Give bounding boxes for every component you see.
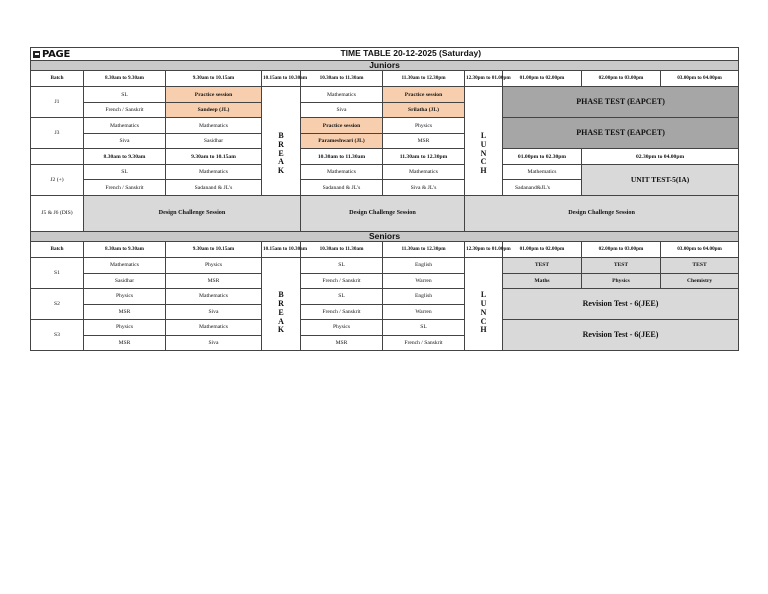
j5j6-row	[31, 195, 739, 231]
j1-slot4-teacher: Srilatha (JL)	[383, 102, 465, 118]
s1-row-teacher	[31, 273, 739, 289]
s2-slot4-subject: English	[383, 289, 465, 305]
batch-j2: J2 (+)	[31, 164, 84, 195]
j3-slot1-subject: Mathematics	[84, 118, 166, 134]
s2-slot1-teacher: MSR	[84, 304, 166, 320]
header-slot-1: 8.30am to 9.30am	[84, 71, 166, 87]
s1-slot4-subject: English	[383, 258, 465, 274]
header-slot-6: 02.00pm to 03.00pm	[582, 71, 661, 87]
s-header-break: 10.15am to 10.30am	[262, 242, 301, 258]
s1-slot4-teacher: Warren	[383, 273, 465, 289]
s-header-lunch: 12.30pm to 01.00pm	[465, 242, 503, 258]
s1-test-subject-1: Maths	[503, 273, 582, 289]
s3-slot4-subject: SL	[383, 320, 465, 336]
s3-slot2-teacher: Siva	[166, 335, 262, 351]
senior-break-column: B R E A K	[262, 258, 301, 351]
j2-unit-test: UNIT TEST-5(IA)	[582, 164, 739, 195]
j2-subheader-row	[31, 149, 739, 165]
s2-slot4-teacher: Warren	[383, 304, 465, 320]
subheader-slot-2: 9.30am to 10.15am	[166, 149, 262, 165]
title-row	[31, 48, 739, 61]
s-header-slot-6: 02.00pm to 03.00pm	[582, 242, 661, 258]
header-slot-5: 01.00pm to 02.00pm	[503, 71, 582, 87]
j3-slot2-subject: Mathematics	[166, 118, 262, 134]
j2-slot2-teacher: Sadanand & JL's	[166, 180, 262, 196]
s1-slot3-teacher: French / Sanskrit	[301, 273, 383, 289]
j2-slot4-subject: Mathematics	[383, 164, 465, 180]
s2-slot1-subject: Physics	[84, 289, 166, 305]
s2-slot3-teacher: French / Sanskrit	[301, 304, 383, 320]
s1-slot2-subject: Physics	[166, 258, 262, 274]
j1-slot1-subject: SL	[84, 87, 166, 103]
j3-slot1-teacher: Siva	[84, 133, 166, 149]
j1-slot2-teacher: Sandeep (JL)	[166, 102, 262, 118]
seniors-section-label: Seniors	[31, 231, 739, 241]
logo-icon	[33, 51, 40, 58]
s1-slot3-subject: SL	[301, 258, 383, 274]
batch-j1: J1	[31, 87, 84, 118]
j1-row-subject	[31, 87, 739, 103]
batch-s1: S1	[31, 258, 84, 289]
j2-slot3-teacher: Sadanand & JL's	[301, 180, 383, 196]
juniors-section-label: Juniors	[31, 61, 739, 71]
s-header-slot-1: 8.30am to 9.30am	[84, 242, 166, 258]
batch-j3: J3	[31, 118, 84, 149]
senior-lunch-column: L U N C H	[465, 258, 503, 351]
s-header-slot-3: 10.30am to 11.30am	[301, 242, 383, 258]
page-title: TIME TABLE 20-12-2025 (Saturday)	[84, 48, 739, 61]
j3-phase-test: PHASE TEST (EAPCET)	[503, 118, 739, 149]
j5j6-midday-session: Design Challenge Session	[301, 195, 465, 231]
logo-text: PAGE	[42, 49, 70, 60]
lunch-column: L U N C H	[465, 87, 503, 196]
s1-test-3: TEST	[661, 258, 739, 274]
seniors-header-row	[31, 242, 739, 258]
page-logo	[33, 49, 70, 60]
j1-slot4-subject: Practice session	[383, 87, 465, 103]
s1-test-subject-2: Physics	[582, 273, 661, 289]
s3-slot2-subject: Mathematics	[166, 320, 262, 336]
header-slot-3: 10.30am to 11.30am	[301, 71, 383, 87]
s3-slot1-teacher: MSR	[84, 335, 166, 351]
s1-slot1-teacher: Sasidhar	[84, 273, 166, 289]
j3-slot3-teacher: Parameshwari (JL)	[301, 133, 383, 149]
j1-phase-test: PHASE TEST (EAPCET)	[503, 87, 739, 118]
j3-slot4-subject: Physics	[383, 118, 465, 134]
logo-cell	[31, 48, 84, 61]
s2-slot3-subject: SL	[301, 289, 383, 305]
juniors-section-row	[31, 61, 739, 71]
j3-slot2-teacher: Sasidhar	[166, 133, 262, 149]
subheader-slot-5: 01.00pm to 02.30pm	[503, 149, 582, 165]
batch-j5j6: J5 & J6 (DIS)	[31, 195, 84, 231]
j2-slot3-subject: Mathematics	[301, 164, 383, 180]
s-header-slot-4: 11.30am to 12.30pm	[383, 242, 465, 258]
s3-revision-test: Revision Test - 6(JEE)	[503, 320, 739, 351]
s3-slot1-subject: Physics	[84, 320, 166, 336]
s3-slot3-subject: Physics	[301, 320, 383, 336]
j1-slot2-subject: Practice session	[166, 87, 262, 103]
j2-row-subject	[31, 164, 739, 180]
s-header-slot-7: 03.00pm to 04.00pm	[661, 242, 739, 258]
s1-test-subject-3: Chemistry	[661, 273, 739, 289]
subheader-slot-3: 10.30am to 11.30am	[301, 149, 383, 165]
j1-slot3-subject: Mathematics	[301, 87, 383, 103]
s2-row-subject	[31, 289, 739, 305]
s2-slot2-teacher: Siva	[166, 304, 262, 320]
s3-row-subject	[31, 320, 739, 336]
s3-slot4-teacher: French / Sanskrit	[383, 335, 465, 351]
s-header-batch: Batch	[31, 242, 84, 258]
subheader-empty	[31, 149, 84, 165]
subheader-slot-4: 11.30am to 12.30pm	[383, 149, 465, 165]
j2-slot5-subject: Mathematics	[503, 164, 582, 180]
seniors-section-row	[31, 231, 739, 241]
j2-slot5-teacher: Sadanand&JL's	[503, 180, 582, 196]
j3-row-subject	[31, 118, 739, 134]
s1-slot1-subject: Mathematics	[84, 258, 166, 274]
j1-slot3-teacher: Siva	[301, 102, 383, 118]
header-slot-7: 03.00pm to 04.00pm	[661, 71, 739, 87]
j3-slot3-subject: Practice session	[301, 118, 383, 134]
s3-slot3-teacher: MSR	[301, 335, 383, 351]
header-slot-4: 11.30am to 12.30pm	[383, 71, 465, 87]
s1-test-2: TEST	[582, 258, 661, 274]
s1-test-1: TEST	[503, 258, 582, 274]
s1-slot2-teacher: MSR	[166, 273, 262, 289]
header-lunch: 12.30pm to 01.00pm	[465, 71, 503, 87]
subheader-slot-1: 8.30am to 9.30am	[84, 149, 166, 165]
batch-s3: S3	[31, 320, 84, 351]
s-header-slot-5: 01.00pm to 02.00pm	[503, 242, 582, 258]
j5j6-morning-session: Design Challenge Session	[84, 195, 301, 231]
s2-slot2-subject: Mathematics	[166, 289, 262, 305]
j1-slot1-teacher: French / Sanskrit	[84, 102, 166, 118]
s2-revision-test: Revision Test - 6(JEE)	[503, 289, 739, 320]
header-slot-2: 9.30am to 10.15am	[166, 71, 262, 87]
header-batch: Batch	[31, 71, 84, 87]
juniors-header-row	[31, 71, 739, 87]
j2-slot2-subject: Mathematics	[166, 164, 262, 180]
break-column: B R E A K	[262, 87, 301, 196]
header-break: 10.15am to 10.30am	[262, 71, 301, 87]
j2-slot1-subject: SL	[84, 164, 166, 180]
s-header-slot-2: 9.30am to 10.15am	[166, 242, 262, 258]
batch-s2: S2	[31, 289, 84, 320]
timetable	[30, 47, 739, 351]
j3-slot4-teacher: MSR	[383, 133, 465, 149]
j5j6-afternoon-session: Design Challenge Session	[465, 195, 739, 231]
subheader-slot-6: 02.30pm to 04.00pm	[582, 149, 739, 165]
s1-row-subject	[31, 258, 739, 274]
j2-slot1-teacher: French / Sanskrit	[84, 180, 166, 196]
j2-slot4-teacher: Siva & JL's	[383, 180, 465, 196]
